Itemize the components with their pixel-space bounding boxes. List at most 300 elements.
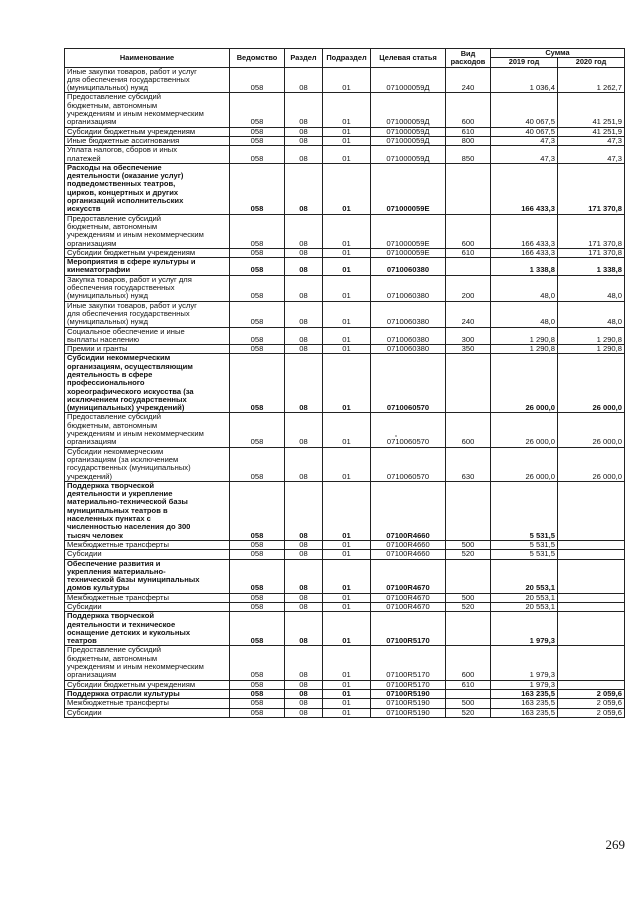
cell-name-line: Субсидии бюджетным учреждениям: [67, 248, 196, 257]
cell-year1: 48,0: [491, 275, 558, 301]
cell-name-line: учреждений): [67, 471, 113, 481]
cell-expense-type: 500: [446, 540, 491, 549]
cell-subsection: 01: [323, 559, 371, 593]
cell-ministry: 058: [230, 540, 285, 549]
cell-name-line: Субсидии: [67, 602, 102, 611]
cell-year2: 26 000,0: [558, 413, 625, 447]
cell-target: 071000059Д: [371, 93, 446, 127]
cell-section: 08: [285, 559, 323, 593]
table-header: [65, 49, 625, 68]
cell-section: 08: [285, 708, 323, 717]
cell-section: 08: [285, 327, 323, 345]
cell-name-line: Субсидии некоммерческим: [67, 353, 171, 363]
cell-name-line: Поддержка творческой: [67, 611, 155, 621]
cell-ministry: 058: [230, 612, 285, 646]
col-section-header: Раздел: [285, 49, 323, 68]
cell-name-line: для обеспечения государственных: [67, 74, 190, 84]
cell-target: 07100R5170: [371, 646, 446, 680]
cell-year2: [558, 481, 625, 540]
cell-year2: [558, 550, 625, 559]
cell-target: 07100R5170: [371, 612, 446, 646]
cell-subsection: 01: [323, 248, 371, 257]
cell-year2: 1 290,8: [558, 345, 625, 354]
cell-name-line: Предоставление субсидий: [67, 214, 161, 223]
cell-ministry: 058: [230, 699, 285, 708]
col-expense-type-header: Вид расходов: [446, 49, 491, 68]
cell-subsection: 01: [323, 301, 371, 327]
cell-name-line: Иные бюджетные ассигнования: [67, 136, 180, 145]
table-row: [65, 127, 625, 136]
budget-document: [64, 48, 624, 718]
cell-target: 0710060380: [371, 301, 446, 327]
cell-year1: 20 553,1: [491, 593, 558, 602]
cell-name-line: муниципальных театров в: [67, 505, 168, 515]
cell-name-line: домов культуры: [67, 583, 130, 593]
cell-section: 08: [285, 67, 323, 93]
cell-name: [65, 275, 230, 301]
cell-section: 08: [285, 540, 323, 549]
table-row: [65, 447, 625, 481]
cell-name: [65, 481, 230, 540]
cell-name: [65, 680, 230, 689]
cell-year2: 171 370,8: [558, 248, 625, 257]
cell-name: [65, 248, 230, 257]
table-row: [65, 136, 625, 145]
cell-ministry: 058: [230, 127, 285, 136]
cell-name-line: учреждениям и иным некоммерческим: [67, 662, 204, 672]
cell-target: 0710060380: [371, 345, 446, 354]
cell-section: 08: [285, 146, 323, 164]
cell-name-line: оснащение детских и кукольных: [67, 627, 191, 637]
cell-ministry: 058: [230, 275, 285, 301]
cell-year1: 163 235,5: [491, 699, 558, 708]
cell-ministry: 058: [230, 680, 285, 689]
col-year1-header: 2019 год: [491, 58, 558, 67]
cell-target: 07100R5170: [371, 680, 446, 689]
cell-year2: 1 262,7: [558, 67, 625, 93]
cell-section: 08: [285, 646, 323, 680]
cell-expense-type: 800: [446, 136, 491, 145]
cell-name: [65, 67, 230, 93]
cell-ministry: 058: [230, 646, 285, 680]
cell-subsection: 01: [323, 699, 371, 708]
cell-ministry: 058: [230, 301, 285, 327]
cell-target: 071000059Е: [371, 163, 446, 214]
cell-name-line: Субсидии: [67, 708, 102, 717]
cell-section: 08: [285, 345, 323, 354]
cell-ministry: 058: [230, 163, 285, 214]
cell-name-line: учреждениям и иным некоммерческим: [67, 230, 204, 240]
cell-year2: [558, 559, 625, 593]
cell-name-line: государственных (муниципальных): [67, 463, 191, 473]
cell-target: 07100R4660: [371, 481, 446, 540]
cell-subsection: 01: [323, 646, 371, 680]
cell-ministry: 058: [230, 248, 285, 257]
cell-section: 08: [285, 127, 323, 136]
cell-section: 08: [285, 699, 323, 708]
table-row: [65, 689, 625, 698]
cell-name-line: учреждениям и иным некоммерческим: [67, 429, 204, 439]
cell-subsection: 01: [323, 127, 371, 136]
cell-year2: 2 059,6: [558, 699, 625, 708]
cell-name-line: выплаты населению: [67, 334, 140, 344]
table-row: [65, 248, 625, 257]
cell-expense-type: 520: [446, 603, 491, 612]
cell-section: 08: [285, 481, 323, 540]
cell-expense-type: 240: [446, 301, 491, 327]
cell-expense-type: [446, 481, 491, 540]
cell-name-line: Иные закупки товаров, работ и услуг: [67, 301, 197, 310]
cell-name-line: деятельности и укрепление: [67, 489, 173, 499]
cell-ministry: 058: [230, 146, 285, 164]
cell-expense-type: [446, 163, 491, 214]
cell-subsection: 01: [323, 680, 371, 689]
cell-target: 07100R4660: [371, 550, 446, 559]
cell-name: [65, 447, 230, 481]
cell-expense-type: [446, 559, 491, 593]
cell-section: 08: [285, 680, 323, 689]
cell-name-line: организаций исполнительских: [67, 196, 184, 206]
cell-year2: 1 290,8: [558, 327, 625, 345]
cell-subsection: 01: [323, 540, 371, 549]
cell-name-line: учреждениям и иным некоммерческим: [67, 109, 204, 119]
cell-name-line: технической базы муниципальных: [67, 575, 200, 585]
cell-name: [65, 413, 230, 447]
cell-year2: [558, 680, 625, 689]
cell-expense-type: 300: [446, 327, 491, 345]
cell-name-line: организациям (за исключением: [67, 454, 179, 464]
col-sum-header: Сумма: [491, 49, 625, 58]
cell-target: 0710060570: [371, 447, 446, 481]
cell-year1: 40 067,5: [491, 93, 558, 127]
col-ministry-header: Ведомство: [230, 49, 285, 68]
cell-year1: 166 433,3: [491, 214, 558, 248]
cell-name: [65, 540, 230, 549]
cell-target: 071000059Д: [371, 127, 446, 136]
cell-section: 08: [285, 413, 323, 447]
cell-year1: 20 553,1: [491, 559, 558, 593]
cell-name: [65, 699, 230, 708]
cell-name-line: укрепления материально-: [67, 566, 166, 576]
cell-ministry: 058: [230, 67, 285, 93]
cell-section: 08: [285, 163, 323, 214]
cell-year1: 47,3: [491, 146, 558, 164]
cell-ministry: 058: [230, 481, 285, 540]
cell-name-line: бюджетным, автономным: [67, 653, 158, 663]
table-row: [65, 258, 625, 276]
cell-name-line: профессионального: [67, 378, 145, 388]
cell-expense-type: 520: [446, 708, 491, 717]
cell-target: 071000059Д: [371, 67, 446, 93]
cell-year1: 1 979,3: [491, 680, 558, 689]
cell-target: 0710060380: [371, 258, 446, 276]
cell-expense-type: 850: [446, 146, 491, 164]
cell-name: [65, 559, 230, 593]
cell-year2: 47,3: [558, 146, 625, 164]
cell-year2: 26 000,0: [558, 447, 625, 481]
cell-name: [65, 345, 230, 354]
cell-subsection: 01: [323, 689, 371, 698]
table-body: [65, 67, 625, 717]
cell-name-line: исключением государственных: [67, 394, 187, 404]
cell-year1: 48,0: [491, 301, 558, 327]
cell-target: 07100R4670: [371, 603, 446, 612]
table-row: [65, 612, 625, 646]
table-row: [65, 550, 625, 559]
cell-year2: 48,0: [558, 275, 625, 301]
cell-year1: 40 067,5: [491, 127, 558, 136]
cell-expense-type: 350: [446, 345, 491, 354]
cell-expense-type: 240: [446, 67, 491, 93]
cell-name-line: (муниципальных) нужд: [67, 317, 149, 327]
table-row: [65, 301, 625, 327]
col-year2-header: 2020 год: [558, 58, 625, 67]
cell-name-line: организациям: [67, 437, 117, 447]
table-row: [65, 146, 625, 164]
cell-subsection: 01: [323, 258, 371, 276]
cell-target: 07100R4660: [371, 540, 446, 549]
budget-table: [64, 48, 625, 718]
table-row: [65, 540, 625, 549]
cell-name: [65, 127, 230, 136]
cell-year1: 26 000,0: [491, 413, 558, 447]
cell-target: 0710060380: [371, 275, 446, 301]
cell-name-line: Иные закупки товаров, работ и услуг: [67, 67, 197, 76]
cell-ministry: 058: [230, 447, 285, 481]
cell-name-line: (муниципальных) нужд: [67, 291, 149, 301]
cell-ministry: 058: [230, 258, 285, 276]
cell-name-line: платежей: [67, 153, 101, 163]
cell-name-line: (муниципальных) учреждений): [67, 403, 185, 413]
cell-section: 08: [285, 447, 323, 481]
cell-name: [65, 550, 230, 559]
cell-expense-type: 610: [446, 248, 491, 257]
cell-expense-type: 600: [446, 93, 491, 127]
cell-section: 08: [285, 603, 323, 612]
cell-year1: 163 235,5: [491, 689, 558, 698]
cell-section: 08: [285, 354, 323, 413]
cell-year2: 171 370,8: [558, 214, 625, 248]
cell-subsection: 01: [323, 136, 371, 145]
cell-expense-type: 500: [446, 699, 491, 708]
cell-name: [65, 327, 230, 345]
cell-name-line: Поддержка творческой: [67, 481, 155, 490]
cell-name-line: Межбюджетные трансферты: [67, 698, 169, 708]
cell-name: [65, 689, 230, 698]
table-row: [65, 593, 625, 602]
cell-target: 071000059Д: [371, 146, 446, 164]
cell-ministry: 058: [230, 550, 285, 559]
cell-expense-type: [446, 354, 491, 413]
col-target-header: Целевая статья: [371, 49, 446, 68]
cell-expense-type: 600: [446, 646, 491, 680]
cell-target: 07100R4670: [371, 559, 446, 593]
cell-year1: 1 036,4: [491, 67, 558, 93]
cell-section: 08: [285, 136, 323, 145]
cell-year2: [558, 646, 625, 680]
cell-target: 071000059Д: [371, 136, 446, 145]
cell-ministry: 058: [230, 214, 285, 248]
cell-ministry: 058: [230, 559, 285, 593]
cell-ministry: 058: [230, 413, 285, 447]
cell-year1: 166 433,3: [491, 163, 558, 214]
cell-target: 0710060570: [371, 354, 446, 413]
table-row: [65, 481, 625, 540]
cell-name-line: Субсидии некоммерческим: [67, 447, 164, 456]
cell-name-line: материально-технической базы: [67, 497, 188, 507]
cell-name: [65, 354, 230, 413]
cell-ministry: 058: [230, 345, 285, 354]
cell-subsection: 01: [323, 146, 371, 164]
cell-name-line: Мероприятия в сфере культуры и: [67, 257, 196, 267]
cell-name-line: Премии и гранты: [67, 344, 128, 354]
col-name-header: Наименование: [65, 49, 230, 68]
cell-year1: 166 433,3: [491, 248, 558, 257]
cell-name-line: для обеспечения государственных: [67, 308, 190, 318]
cell-name-line: бюджетным, автономным: [67, 100, 158, 110]
cell-target: 07100R4670: [371, 593, 446, 602]
cell-name: [65, 301, 230, 327]
cell-year2: 171 370,8: [558, 163, 625, 214]
table-row: [65, 708, 625, 717]
cell-expense-type: 600: [446, 413, 491, 447]
cell-year1: 1 979,3: [491, 646, 558, 680]
cell-expense-type: 630: [446, 447, 491, 481]
table-row: [65, 214, 625, 248]
cell-year2: [558, 612, 625, 646]
cell-name: [65, 214, 230, 248]
cell-year1: 1 979,3: [491, 612, 558, 646]
cell-section: 08: [285, 248, 323, 257]
cell-name: [65, 646, 230, 680]
cell-name-line: бюджетным, автономным: [67, 221, 158, 231]
cell-subsection: 01: [323, 481, 371, 540]
cell-name-line: тысяч человек: [67, 530, 123, 540]
cell-target: 07100R5190: [371, 699, 446, 708]
cell-ministry: 058: [230, 327, 285, 345]
cell-section: 08: [285, 593, 323, 602]
cell-expense-type: 600: [446, 214, 491, 248]
cell-subsection: 01: [323, 612, 371, 646]
cell-section: 08: [285, 93, 323, 127]
cell-name-line: Субсидии бюджетным учреждениям: [67, 127, 196, 136]
cell-subsection: 01: [323, 708, 371, 717]
cell-name-line: искусств: [67, 204, 101, 214]
cell-subsection: 01: [323, 275, 371, 301]
cell-expense-type: [446, 258, 491, 276]
cell-name-line: подведомственных театров,: [67, 179, 176, 189]
table-row: [65, 603, 625, 612]
cell-name-line: населенных пунктах с: [67, 514, 151, 524]
cell-name-line: Предоставление субсидий: [67, 412, 161, 422]
cell-year1: 47,3: [491, 136, 558, 145]
cell-subsection: 01: [323, 354, 371, 413]
cell-section: 08: [285, 689, 323, 698]
cell-subsection: 01: [323, 214, 371, 248]
cell-name-line: кинематографии: [67, 265, 131, 275]
cell-expense-type: [446, 689, 491, 698]
cell-target: 0710060570: [371, 413, 446, 447]
cell-ministry: 058: [230, 603, 285, 612]
table-row: [65, 699, 625, 708]
cell-year2: 41 251,9: [558, 127, 625, 136]
cell-year1: 26 000,0: [491, 447, 558, 481]
table-row: [65, 413, 625, 447]
cell-name-line: цирков, концертных и других: [67, 187, 179, 197]
cell-subsection: 01: [323, 327, 371, 345]
cell-expense-type: 500: [446, 593, 491, 602]
cell-name-line: бюджетным, автономным: [67, 420, 158, 430]
cell-target: 071000059Е: [371, 214, 446, 248]
cell-name-line: Предоставление субсидий: [67, 645, 161, 655]
col-subsection-header: Подраздел: [323, 49, 371, 68]
table-row: [65, 327, 625, 345]
cell-subsection: 01: [323, 413, 371, 447]
scan-speck: [395, 435, 397, 437]
cell-subsection: 01: [323, 67, 371, 93]
cell-ministry: 058: [230, 593, 285, 602]
cell-section: 08: [285, 550, 323, 559]
cell-year1: 5 531,5: [491, 481, 558, 540]
cell-name-line: обеспечения государственных: [67, 283, 175, 293]
cell-subsection: 01: [323, 345, 371, 354]
cell-name: [65, 593, 230, 602]
cell-year1: 26 000,0: [491, 354, 558, 413]
cell-name-line: Субсидии: [67, 549, 102, 559]
cell-target: 0710060380: [371, 327, 446, 345]
cell-ministry: 058: [230, 354, 285, 413]
cell-name: [65, 163, 230, 214]
cell-year1: 5 531,5: [491, 540, 558, 549]
cell-year2: 1 338,8: [558, 258, 625, 276]
cell-year2: 26 000,0: [558, 354, 625, 413]
cell-section: 08: [285, 258, 323, 276]
table-row: [65, 275, 625, 301]
cell-name-line: Поддержка отрасли культуры: [67, 689, 180, 698]
table-row: [65, 559, 625, 593]
cell-year2: 2 059,6: [558, 708, 625, 717]
cell-year2: [558, 603, 625, 612]
cell-ministry: 058: [230, 708, 285, 717]
cell-year1: 20 553,1: [491, 603, 558, 612]
cell-name-line: (муниципальных) нужд: [67, 83, 149, 93]
cell-name-line: Субсидии бюджетным учреждениям: [67, 680, 196, 689]
cell-name-line: деятельности и техническое: [67, 619, 176, 629]
cell-year2: 48,0: [558, 301, 625, 327]
cell-name-line: Закупка товаров, работ и услуг для: [67, 275, 192, 284]
cell-subsection: 01: [323, 603, 371, 612]
cell-expense-type: 610: [446, 680, 491, 689]
cell-name-line: деятельности (оказание услуг): [67, 171, 184, 181]
cell-name-line: Обеспечение развития и: [67, 559, 161, 568]
table-row: [65, 680, 625, 689]
cell-year1: 5 531,5: [491, 550, 558, 559]
cell-section: 08: [285, 214, 323, 248]
cell-section: 08: [285, 275, 323, 301]
cell-year2: [558, 540, 625, 549]
cell-subsection: 01: [323, 593, 371, 602]
cell-year2: 47,3: [558, 136, 625, 145]
cell-name-line: организациям: [67, 670, 117, 680]
table-row: [65, 67, 625, 93]
cell-subsection: 01: [323, 550, 371, 559]
cell-target: 07100R5190: [371, 708, 446, 717]
cell-section: 08: [285, 612, 323, 646]
cell-name: [65, 603, 230, 612]
cell-expense-type: 520: [446, 550, 491, 559]
cell-expense-type: 200: [446, 275, 491, 301]
cell-subsection: 01: [323, 93, 371, 127]
